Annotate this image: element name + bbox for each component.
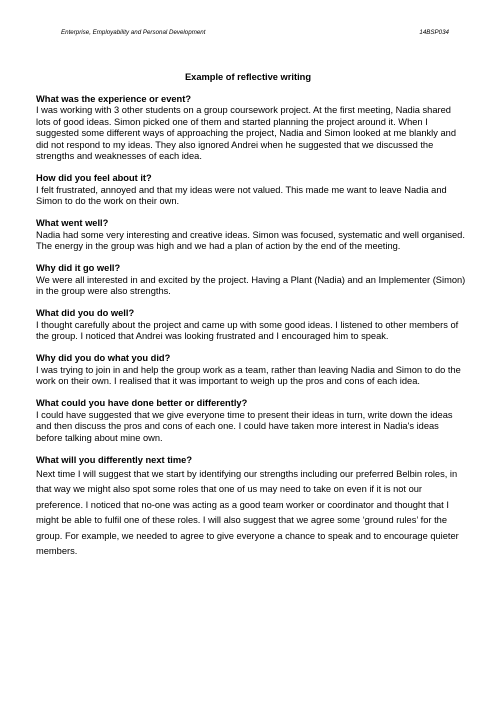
section-experience <box>36 94 466 162</box>
section-body: Next time I will suggest that we start by identifying our strengths including our preferred Belbin roles, in that way we might also spot some roles that one of us may need to take on even if it is not our preference. I noticed that no-one was acting as a good team worker or coordinator and thought that I might be able to fulfil one of these roles. I will also suggest that we agree some ‘ground rules’ for the group. For example, we needed to agree to give everyone a chance to speak and to encourage quieter members. <box>36 468 459 557</box>
section-body: I could have suggested that we give everyone time to present their ideas in turn, write down the ideas and then discuss the pros and cons of each one. I could have taken more interest in Nadia's ideas before talking about mine own. <box>36 409 453 443</box>
section-why-did <box>36 353 466 387</box>
section-feelings <box>36 173 466 207</box>
header-course-code: 14BSP034 <box>419 29 449 36</box>
section-heading: What could you have done better or differently? <box>36 398 248 409</box>
section-heading: Why did it go well? <box>36 263 121 274</box>
header-course-title: Enterprise, Employability and Personal Development <box>61 29 206 36</box>
section-heading: How did you feel about it? <box>36 173 152 184</box>
section-body: Nadia had some very interesting and creative ideas. Simon was focused, systematic and well organised. The energy in the group was high and we had a plan of action by the end of the meeting. <box>36 229 465 252</box>
section-heading: What will you differently next time? <box>36 454 192 465</box>
section-next-time <box>36 455 466 560</box>
page-header <box>61 28 449 38</box>
section-did-well <box>36 308 466 342</box>
section-body: I was working with 3 other students on a group coursework project. At the first meeting, Nadia shared lots of good ideas. Simon picked one of them and started planning the project around it. When I suggested some different ways of approaching the project, Nadia and Simon looked at me blankly and did not respond to my ideas. They also ignored Andrei when he suggested that we discussed the strengths and weaknesses of each idea. <box>36 105 456 162</box>
document-title: Example of reflective writing <box>184 72 312 82</box>
section-heading: What was the experience or event? <box>36 94 191 104</box>
section-body: I thought carefully about the project and came up with some good ideas. I listened to other members of the group. I noticed that Andrei was looking frustrated and I encouraged him to speak. <box>36 319 459 342</box>
section-went-well <box>36 218 466 252</box>
section-better <box>36 398 466 444</box>
section-why-well <box>36 263 466 297</box>
section-body: I was trying to join in and help the group work as a team, rather than leaving Nadia and Simon to do the work on their own. I realised that it was important to weigh up the pros and cons of each idea. <box>36 364 461 387</box>
section-heading: What did you do well? <box>36 308 135 319</box>
section-heading: Why did you do what you did? <box>36 353 171 364</box>
section-body: I felt frustrated, annoyed and that my ideas were not valued. This made me want to leave Nadia and Simon to do the work on their own. <box>36 184 447 207</box>
document-body <box>36 94 466 570</box>
section-body: We were all interested in and excited by the project. Having a Plant (Nadia) and an Implementer (Simon) in the group were also strengths. <box>36 274 466 297</box>
section-heading: What went well? <box>36 218 109 229</box>
